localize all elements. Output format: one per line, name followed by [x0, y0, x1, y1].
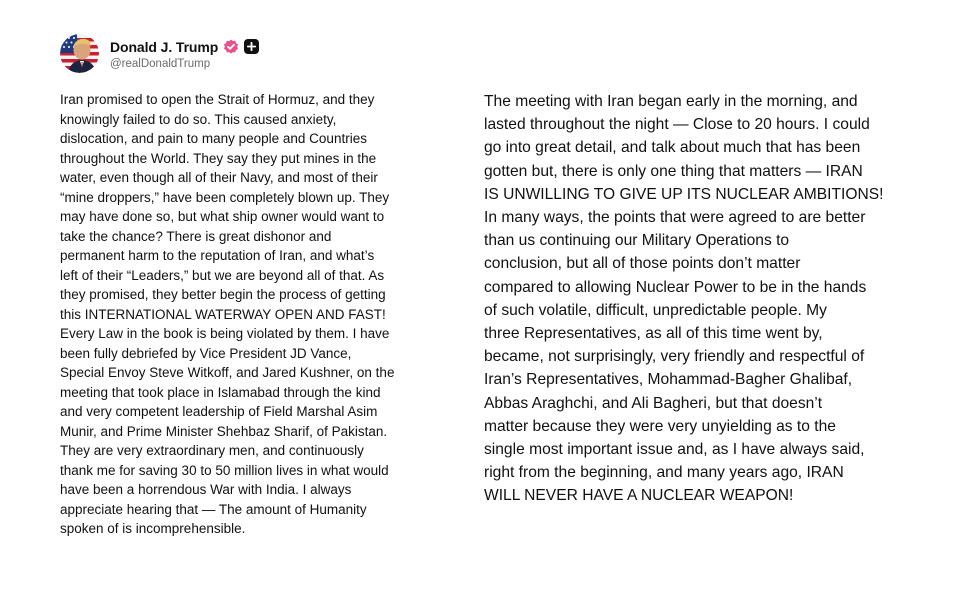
user-avatar-icon: [60, 34, 99, 73]
display-name[interactable]: Donald J. Trump: [110, 38, 219, 55]
plus-badge-icon: [244, 39, 259, 54]
account-handle[interactable]: @realDonaldTrump: [110, 57, 211, 70]
avatar[interactable]: [60, 34, 99, 73]
post-header: [60, 33, 259, 73]
post-text-right-column: The meeting with Iran began early in the morning, and lasted throughout the night — Close to 20 hours. I could go into great detail, and talk about much that has been gotten but, there is only one thing that matters — IRAN IS UNWILLING TO GIVE UP ITS NUCLEAR AMBITIONS! In many ways, the points that were agreed to are better than us continuing our Military Operations to conclusion, but all of those points don’t matter compared to allowing Nuclear Power to be in the hands of such volatile, difficult, unpredictable people. My three Representatives, as all of this time went by, became, not surprisingly, very friendly and respectful of Iran’s Representatives, Mohammad-Bagher Ghalibaf, Abbas Araghchi, and Ali Bagheri, but that doesn’t matter because they were very unyielding as to the single most important issue and, as I have always said, right from the beginning, and many years ago, IRAN WILL NEVER HAVE A NUCLEAR WEAPON!: [484, 93, 884, 505]
account-identity: [110, 37, 259, 70]
post-text-left-column: Iran promised to open the Strait of Hormuz, and they knowingly failed to do so. This caused anxiety, dislocation, and pain to many people and Countries throughout the World. They say they put mines in the water, even though all of their Navy, and most of their “mine droppers,” have been completely blown up. They may have done so, but what ship owner would want to take the chance? There is great dishonor and permanent harm to the reputation of Iran, and what’s left of their “Leaders,” but we are beyond all of that. As they promised, they better begin the process of getting this INTERNATIONAL WATERWAY OPEN AND FAST! Every Law in the book is being violated by them. I have been fully debriefed by Vice President JD Vance, Special Envoy Steve Witkoff, and Jared Kushner, on the meeting that took place in Islamabad through the kind and very competent leadership of Field Marshal Asim Munir, and Prime Minister Shehbaz Sharif, of Pakistan. They are very extraordinary men, and continuously thank me for saving 30 to 50 million lives in what would have been a horrendous War with India. I always appreciate hearing that — The amount of Humanity spoken of is incomprehensible.: [60, 92, 395, 536]
verified-badge-icon: [223, 39, 239, 55]
name-row: [110, 37, 259, 57]
